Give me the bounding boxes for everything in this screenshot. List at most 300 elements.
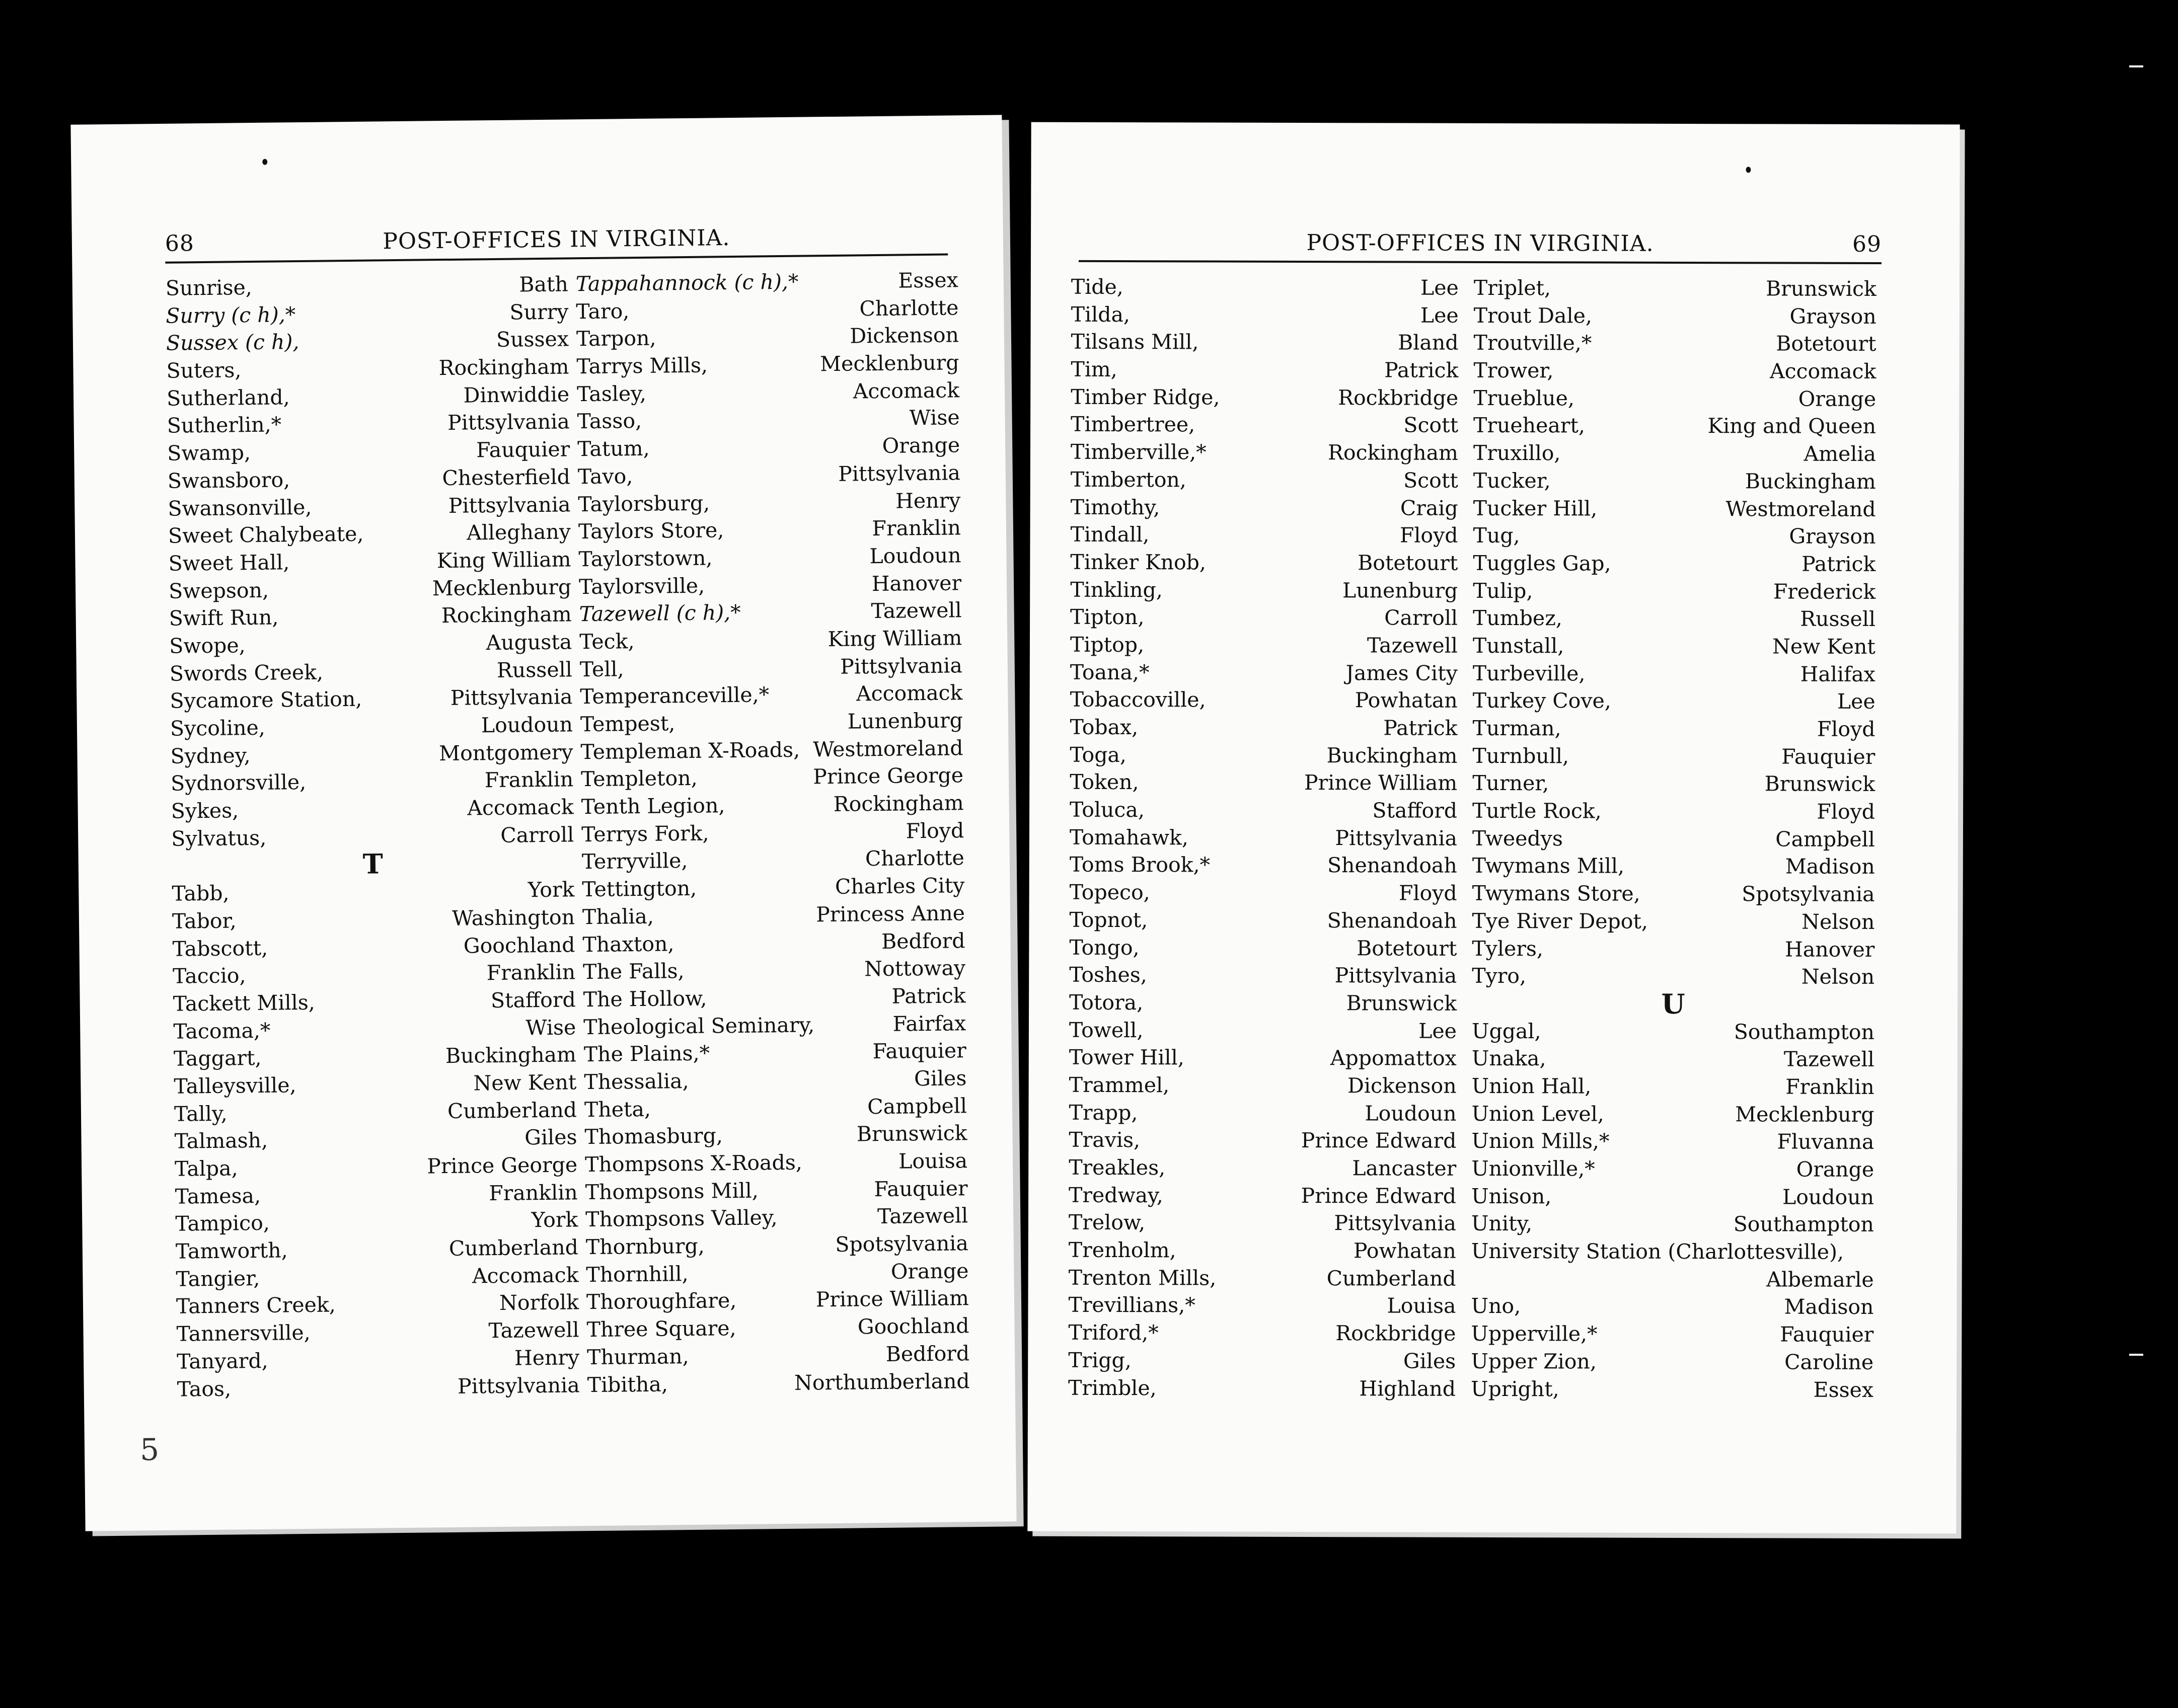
list-item [1070, 714, 1457, 742]
list-item [1471, 1265, 1874, 1294]
post-office-name: The Falls, [582, 959, 685, 984]
post-office-name: Union Level, [1471, 1101, 1604, 1126]
post-office-name: Twymans Mill, [1472, 853, 1625, 879]
county-name: Wise [909, 405, 960, 430]
list-item [166, 353, 569, 384]
list-item [166, 326, 569, 357]
post-office-name: Troutville,* [1473, 331, 1592, 355]
county-name: Franklin [872, 515, 961, 541]
list-item [1068, 1319, 1456, 1348]
post-office-name: Upright, [1471, 1376, 1559, 1401]
post-office-name: Trenholm, [1068, 1237, 1176, 1263]
county-name: Brunswick [856, 1121, 967, 1146]
county-name: Tazewell [877, 1203, 968, 1229]
list-item [1473, 604, 1875, 633]
county-name: Halifax [1800, 662, 1875, 686]
post-office-name: Thoroughfare, [586, 1288, 737, 1314]
post-office-name: Upperville,* [1471, 1322, 1598, 1346]
list-item [585, 1147, 968, 1179]
post-office-name: Tucker Hill, [1473, 496, 1598, 521]
county-name: Buckingham [1745, 469, 1876, 494]
county-name: Tazewell [1367, 633, 1458, 658]
list-item [1069, 989, 1457, 1018]
list-item [1471, 1155, 1874, 1184]
post-office-name: Tiptop, [1070, 632, 1145, 657]
list-item [171, 793, 574, 825]
county-name: York [531, 1207, 578, 1232]
list-item [1472, 987, 1874, 1020]
county-name: Pittsylvania [840, 653, 963, 679]
list-item [1472, 880, 1875, 908]
list-item [1071, 411, 1458, 439]
post-office-name: Swope, [169, 633, 246, 658]
list-item [1471, 1100, 1874, 1129]
list-item [581, 817, 964, 848]
county-name: Buckingham [445, 1042, 577, 1068]
county-name: New Kent [1772, 634, 1876, 659]
list-item [581, 789, 964, 821]
post-office-name: Thomasburg, [584, 1123, 723, 1149]
county-name: Caroline [1784, 1350, 1874, 1374]
post-office-name: Taos, [177, 1376, 232, 1402]
county-name: Lancaster [1352, 1156, 1457, 1181]
county-name: Bath [519, 272, 569, 297]
county-name: Giles [914, 1066, 967, 1091]
list-item [587, 1340, 970, 1371]
post-office-name: Taro, [576, 298, 630, 324]
list-item [576, 294, 959, 326]
post-office-name: Timothy, [1070, 495, 1160, 519]
list-item [1070, 851, 1457, 880]
county-name: Scott [1403, 413, 1459, 438]
county-name: Lunenburg [1342, 578, 1458, 603]
county-name: Bland [1398, 330, 1459, 355]
post-office-name: Trenton Mills, [1068, 1265, 1217, 1290]
post-office-name: Tug, [1473, 523, 1520, 548]
county-name: Southampton [1734, 1019, 1875, 1044]
county-name: Stafford [1372, 798, 1458, 823]
post-office-name: Turman, [1472, 716, 1561, 741]
list-item [1069, 1044, 1457, 1072]
list-item [1471, 1183, 1874, 1211]
list-item [1069, 1099, 1456, 1127]
post-office-name: Talmash, [174, 1128, 268, 1154]
county-name: Franklin [489, 1180, 578, 1205]
post-office-name: Tylers, [1472, 936, 1543, 961]
post-office-name: Tanyard, [176, 1348, 268, 1374]
post-office-name: Trower, [1473, 358, 1554, 383]
list-item [582, 899, 965, 931]
county-name: Southampton [1733, 1212, 1874, 1237]
county-name: Frederick [1773, 579, 1876, 604]
ink-dot [262, 159, 267, 165]
county-name: Westmoreland [813, 735, 963, 762]
list-item [1473, 357, 1876, 385]
section-letter: T [362, 847, 384, 881]
post-office-name: Taylors Store, [578, 518, 724, 544]
post-office-name: Toms Brook,* [1069, 852, 1211, 877]
list-item [1473, 467, 1876, 496]
post-office-name: Truxillo, [1473, 441, 1561, 465]
list-item [1068, 1347, 1456, 1375]
county-name: Essex [1813, 1377, 1874, 1402]
post-office-name: Tweedys [1472, 826, 1563, 851]
list-item [1070, 824, 1457, 852]
post-office-name: Tide, [1071, 274, 1123, 299]
post-office-name: Treakles, [1069, 1155, 1166, 1180]
county-name: Sussex [496, 327, 569, 352]
post-office-name: Trelow, [1068, 1210, 1146, 1235]
county-name: Orange [890, 1258, 969, 1284]
post-office-name: Tim, [1071, 357, 1117, 382]
county-name: Norfolk [499, 1290, 579, 1315]
county-name: Fauquier [476, 437, 570, 462]
post-office-name: Thessalia, [584, 1068, 689, 1095]
post-office-name: Sykes, [171, 798, 239, 823]
post-office-name: Taylorstown, [578, 546, 713, 572]
county-name: Dickenson [850, 323, 959, 348]
county-name: Henry [895, 488, 961, 513]
list-item [586, 1257, 969, 1289]
list-item [1071, 438, 1458, 467]
county-name: Loudoun [869, 543, 961, 569]
list-item [1071, 466, 1458, 495]
post-office-name: Trueheart, [1473, 413, 1585, 438]
county-name: James City [1345, 660, 1458, 685]
county-name: Floyd [1817, 717, 1875, 741]
post-office-name: Thompsons Valley, [585, 1205, 778, 1232]
page-title: POST-OFFICES IN VIRGINIA. [1306, 230, 1654, 257]
list-item [1471, 1375, 1873, 1404]
post-office-name: Terryville, [581, 848, 688, 874]
county-name: Pittsylvania [1334, 963, 1457, 988]
post-office-name: Trimble, [1068, 1375, 1157, 1400]
county-name: Orange [1796, 1157, 1874, 1182]
page-header [165, 221, 948, 264]
scan-edge-mark [2129, 65, 2143, 67]
post-office-name: Tasley, [576, 381, 647, 407]
county-name: Charlotte [859, 295, 959, 321]
list-item [577, 376, 960, 408]
county-name: Patrick [1801, 552, 1876, 576]
post-office-name: Triford,* [1068, 1320, 1159, 1345]
county-name: Loudoun [481, 712, 573, 738]
county-name: Bedford [881, 928, 965, 954]
list-item [168, 546, 571, 577]
list-item [1071, 493, 1458, 522]
post-office-name: Tamworth, [175, 1238, 288, 1264]
county-name: Westmoreland [1725, 496, 1876, 521]
list-item [1471, 1237, 1874, 1266]
list-item [175, 1179, 578, 1210]
county-name: Charles City [835, 873, 965, 899]
county-name: Franklin [486, 960, 576, 985]
post-office-name: Sycoline, [170, 715, 266, 741]
county-name: Brunswick [1766, 276, 1876, 301]
post-office-name: Tannersville, [176, 1321, 311, 1346]
post-office-name: Tilda, [1071, 302, 1131, 327]
county-name: Fauquier [872, 1038, 967, 1064]
county-name: Washington [452, 905, 575, 930]
list-item [577, 404, 960, 436]
post-office-name: Upper Zion, [1471, 1349, 1597, 1374]
post-office-name: Timberton, [1070, 467, 1186, 492]
county-name: Orange [1798, 386, 1876, 411]
post-office-name: Tazewell (c h),* [579, 600, 741, 627]
county-name: Madison [1785, 854, 1875, 879]
post-office-name: Sunrise, [165, 275, 253, 300]
post-office-name: Terrys Fork, [581, 821, 709, 846]
post-office-name: Tacoma,* [173, 1018, 271, 1044]
post-office-name: Thornburg, [585, 1233, 705, 1260]
post-office-name: Unionville,* [1471, 1156, 1595, 1181]
list-item [1069, 906, 1457, 935]
post-office-name: Tilsans Mill, [1071, 330, 1199, 354]
post-office-name: Twymans Store, [1472, 881, 1640, 906]
list-item [578, 541, 961, 573]
list-item [173, 986, 576, 1018]
list-item [576, 349, 959, 380]
list-item [1070, 603, 1458, 632]
post-office-name: Tarrys Mills, [576, 353, 708, 379]
post-office-name: Tanners Creek, [176, 1292, 336, 1319]
county-name: Loudoun [1365, 1101, 1457, 1126]
county-name: York [528, 877, 575, 902]
post-office-name: Towell, [1069, 1018, 1144, 1042]
post-office-name: Tredway, [1069, 1183, 1163, 1207]
county-name: Lee [1837, 689, 1875, 714]
county-name: Rockingham [1328, 440, 1459, 465]
county-name: Campbell [1775, 827, 1875, 851]
post-office-name: Templeman X-Roads, [580, 737, 800, 764]
county-name: Lee [1420, 275, 1459, 300]
county-name: Nelson [1801, 964, 1875, 989]
list-item [1473, 632, 1875, 661]
list-item [1069, 1181, 1456, 1210]
post-office-name: The Hollow, [583, 986, 707, 1012]
list-item [167, 436, 570, 468]
county-name: Loudoun [1782, 1185, 1874, 1209]
post-office-name: Unaka, [1471, 1046, 1546, 1071]
county-name: Charlotte [865, 845, 965, 871]
list-item [1069, 934, 1457, 962]
post-office-name: Travis, [1069, 1128, 1141, 1152]
list-item [585, 1202, 968, 1234]
column-left-1 [166, 270, 580, 1403]
list-item [1473, 494, 1876, 523]
list-item [177, 1344, 580, 1375]
list-item [1472, 769, 1875, 798]
post-office-name: Sweet Chalybeate, [168, 521, 364, 548]
post-office-name: Tulip, [1473, 578, 1533, 603]
county-name: Montgomery [438, 740, 573, 765]
list-item [1069, 1236, 1456, 1265]
left-page [70, 115, 1016, 1531]
post-office-name: Uggal, [1471, 1019, 1541, 1043]
county-name: Bedford [885, 1341, 970, 1366]
county-name: Patrick [891, 983, 966, 1008]
list-item [576, 266, 959, 298]
county-name: Mecklenburg [819, 350, 959, 376]
post-office-name: Tarpon, [576, 326, 656, 351]
ink-dot [1746, 167, 1751, 173]
county-name: Lee [1418, 1019, 1457, 1043]
post-office-name: Toluca, [1070, 797, 1145, 822]
list-item [170, 683, 573, 715]
county-name: Fairfax [892, 1011, 966, 1036]
list-item [176, 1316, 579, 1348]
county-name: Prince Edward [1301, 1128, 1457, 1153]
post-office-name: Token, [1070, 770, 1139, 795]
post-office-name: Unity, [1471, 1211, 1533, 1236]
post-office-name: Trout Dale, [1473, 303, 1593, 328]
post-office-name: Tongo, [1069, 935, 1140, 960]
county-name: Giles [524, 1125, 577, 1150]
list-item [586, 1285, 969, 1316]
list-item [1071, 300, 1459, 329]
county-name: Orange [882, 433, 960, 458]
list-item [1474, 302, 1876, 331]
list-item [1472, 852, 1875, 881]
pencil-mark: 5 [139, 1432, 160, 1468]
list-item [1473, 412, 1876, 440]
list-item [1068, 1291, 1456, 1320]
county-name: Fluvanna [1777, 1129, 1874, 1154]
post-office-name: Timber Ridge, [1071, 384, 1220, 410]
list-item [170, 738, 573, 770]
post-office-name: Theological Seminary, [583, 1012, 815, 1039]
county-name: Floyd [1398, 881, 1457, 905]
county-name: Russell [496, 657, 573, 682]
county-name: Surry [509, 299, 569, 325]
county-name: Hanover [871, 570, 962, 596]
list-item [172, 876, 575, 907]
right-page [1027, 122, 1960, 1534]
post-office-name: Taccio, [172, 963, 246, 988]
county-name: Goochland [857, 1313, 969, 1339]
post-office-name: Three Square, [586, 1316, 736, 1342]
post-office-name: Tackett Mills, [173, 990, 316, 1016]
post-office-name: Tettington, [582, 876, 697, 902]
list-item [169, 628, 572, 660]
list-item [168, 518, 571, 550]
list-item [1070, 768, 1457, 797]
county-name: Powhatan [1353, 1238, 1456, 1263]
list-item [176, 1289, 579, 1321]
post-office-name: Tomahawk, [1069, 825, 1189, 850]
list-item [578, 487, 961, 518]
list-item [177, 1371, 580, 1403]
county-name: Dickenson [1347, 1073, 1457, 1098]
post-office-name: Taggart, [173, 1046, 262, 1071]
county-name: Grayson [1789, 304, 1876, 329]
list-item [1472, 1072, 1874, 1101]
post-office-name: Timbertree, [1071, 412, 1195, 437]
county-name: Accomack [856, 680, 963, 706]
county-name: Nottoway [864, 956, 966, 981]
county-name: Campbell [867, 1093, 967, 1119]
list-item [1070, 741, 1457, 769]
post-office-name: The Plains,* [583, 1041, 710, 1067]
post-office-name: Thompsons Mill, [585, 1178, 759, 1204]
list-item [1070, 879, 1457, 907]
county-name: Hanover [1784, 937, 1875, 962]
county-name: Floyd [1817, 799, 1875, 824]
county-name: Essex [898, 268, 958, 293]
county-name: Appomattox [1330, 1046, 1457, 1071]
list-item [1473, 384, 1876, 413]
post-office-name: Swords Creek, [169, 660, 324, 686]
post-office-name: Tappahannock (c h),* [575, 269, 799, 296]
list-item [1473, 329, 1876, 358]
county-name: Fauquier [1780, 1322, 1874, 1347]
list-item [174, 1068, 577, 1100]
county-name: Tazewell [1783, 1047, 1874, 1072]
list-item [167, 408, 570, 440]
post-office-name: Swansboro, [167, 468, 290, 493]
post-office-name: Talpa, [174, 1156, 238, 1181]
county-name: Prince Edward [1301, 1183, 1457, 1208]
county-name: Prince George [427, 1152, 578, 1179]
list-item [1473, 439, 1876, 468]
list-item [1471, 1292, 1873, 1321]
county-name: Shenandoah [1327, 853, 1457, 878]
column-left-2 [576, 266, 970, 1399]
post-office-name: Tally, [174, 1101, 228, 1126]
county-name: Grayson [1789, 524, 1876, 549]
list-item [1071, 383, 1458, 412]
county-name: Amelia [1804, 441, 1876, 467]
list-item [1071, 356, 1458, 384]
post-office-name: Trapp, [1069, 1100, 1138, 1125]
county-name: Brunswick [1764, 771, 1875, 797]
list-item [172, 903, 575, 935]
list-item [172, 931, 575, 963]
post-office-name: Tobaccoville, [1070, 687, 1206, 712]
county-name: Botetourt [1358, 551, 1458, 575]
county-name: Carroll [500, 822, 574, 847]
post-office-name: Sweet Hall, [168, 550, 290, 576]
county-name: Rockingham [438, 354, 569, 380]
post-office-name: Thurman, [586, 1344, 689, 1369]
county-name: Rockingham [833, 791, 964, 817]
county-name: Accomack [472, 1263, 579, 1288]
post-office-name: Swansonville, [168, 495, 312, 521]
list-item [1471, 1210, 1874, 1238]
list-item [167, 380, 570, 412]
county-name: Pittsylvania [457, 1372, 580, 1399]
post-office-name: Theta, [584, 1097, 651, 1122]
post-office-name: Swepson, [168, 578, 269, 603]
post-office-name: Turkey Cove, [1472, 688, 1611, 713]
list-item [166, 270, 569, 302]
list-item [173, 959, 576, 990]
county-name: Fauquier [1781, 744, 1875, 769]
county-name: Floyd [906, 818, 964, 843]
county-name: Cumberland [447, 1097, 577, 1123]
post-office-name: Temperanceville,* [580, 682, 770, 709]
county-name: Rockbridge [1335, 1321, 1456, 1346]
post-office-name: Thompsons X-Roads, [584, 1150, 803, 1177]
county-name: Pittsylvania [447, 409, 570, 435]
post-office-name: Topeco, [1069, 880, 1150, 905]
list-item [1472, 1045, 1874, 1073]
post-office-name: Tempest, [580, 711, 675, 737]
list-item [170, 711, 573, 742]
county-name: Pittsylvania [450, 684, 573, 711]
county-name: Shenandoah [1327, 908, 1457, 933]
post-office-name: Teck, [579, 629, 635, 654]
